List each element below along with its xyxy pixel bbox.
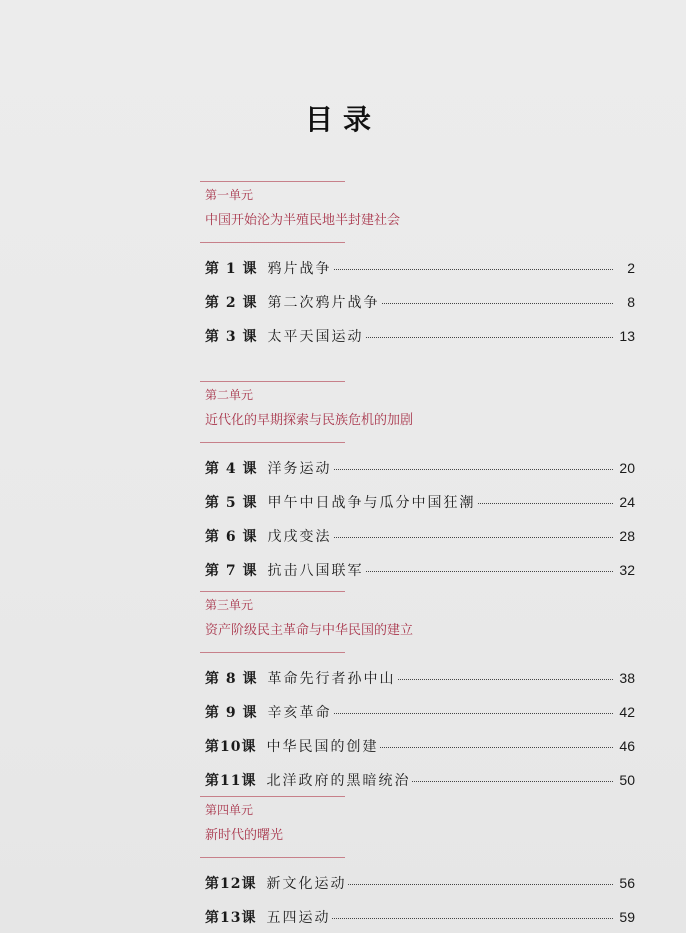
- dot-leader: [398, 679, 614, 680]
- dot-leader: [334, 713, 614, 714]
- dot-leader: [332, 918, 613, 919]
- dot-leader: [382, 303, 614, 304]
- page-number: 42: [619, 704, 635, 720]
- lesson-entry[interactable]: [205, 526, 635, 560]
- dot-leader: [334, 469, 614, 470]
- unit-divider: [200, 442, 345, 443]
- unit-title: 中国开始沦为半殖民地半封建社会: [205, 213, 401, 228]
- lesson-number: 第 7 课: [205, 563, 258, 579]
- lesson-entry[interactable]: [205, 873, 635, 907]
- unit-header: [205, 368, 414, 440]
- page-number: 20: [619, 460, 635, 476]
- page-number: 56: [619, 875, 635, 891]
- lesson-title: 洋务运动: [267, 461, 332, 477]
- lesson-number: 第 1 课: [205, 261, 258, 277]
- unit-divider: [200, 242, 345, 243]
- lesson-entry[interactable]: [205, 907, 635, 933]
- lesson-title: 鸦片战争: [267, 261, 332, 277]
- lesson-number: 第13课: [205, 910, 257, 926]
- lesson-number: 第 5 课: [205, 495, 258, 511]
- unit-label: 第一单元: [205, 188, 254, 202]
- lesson-title: 甲午中日战争与瓜分中国狂潮: [267, 495, 476, 511]
- dot-leader: [380, 747, 613, 748]
- lesson-title: 新文化运动: [266, 876, 347, 892]
- lesson-title: 北洋政府的黑暗统治: [266, 773, 411, 789]
- lesson-number: 第12课: [205, 876, 257, 892]
- lesson-title: 辛亥革命: [267, 705, 332, 721]
- unit-header: [205, 578, 414, 650]
- lesson-title: 抗击八国联军: [267, 563, 364, 579]
- lesson-number: 第 8 课: [205, 671, 258, 687]
- lesson-number: 第 3 课: [205, 329, 258, 345]
- unit-section: [205, 368, 635, 594]
- lesson-list: [205, 258, 635, 360]
- lesson-title: 革命先行者孙中山: [267, 671, 396, 687]
- lesson-entry[interactable]: [205, 458, 635, 492]
- page-number: 46: [619, 738, 635, 754]
- lesson-title: 五四运动: [266, 910, 331, 926]
- lesson-entry[interactable]: [205, 702, 635, 736]
- lesson-entry[interactable]: [205, 292, 635, 326]
- dot-leader: [412, 781, 613, 782]
- page-number: 38: [619, 670, 635, 686]
- page-number: 8: [627, 294, 635, 310]
- page-number: 2: [627, 260, 635, 276]
- unit-section: [205, 783, 635, 933]
- lesson-entry[interactable]: [205, 668, 635, 702]
- unit-divider: [200, 652, 345, 653]
- lesson-title: 第二次鸦片战争: [267, 295, 380, 311]
- lesson-entry[interactable]: [205, 326, 635, 360]
- lesson-title: 戊戌变法: [267, 529, 332, 545]
- lesson-title: 太平天国运动: [267, 329, 364, 345]
- lesson-number: 第 6 课: [205, 529, 258, 545]
- lesson-number: 第 9 课: [205, 705, 258, 721]
- unit-divider: [200, 857, 345, 858]
- unit-title: 资产阶级民主革命与中华民国的建立: [205, 623, 414, 638]
- dot-leader: [478, 503, 614, 504]
- unit-title: 近代化的早期探索与民族危机的加剧: [205, 413, 414, 428]
- lesson-entry[interactable]: [205, 736, 635, 770]
- unit-header: [205, 783, 350, 855]
- page-title: 目录: [304, 103, 381, 136]
- unit-section: [205, 168, 635, 360]
- page-number: 13: [619, 328, 635, 344]
- unit-label: 第三单元: [205, 598, 254, 612]
- unit-label: 第四单元: [205, 803, 254, 817]
- dot-leader: [366, 337, 614, 338]
- page-number: 50: [619, 772, 635, 788]
- dot-leader: [334, 269, 614, 270]
- page-number: 24: [619, 494, 635, 510]
- unit-section: [205, 578, 635, 804]
- lesson-entry[interactable]: [205, 258, 635, 292]
- page-number: 59: [619, 909, 635, 925]
- lesson-list: [205, 873, 635, 933]
- lesson-number: 第10课: [205, 739, 257, 755]
- unit-label: 第二单元: [205, 388, 254, 402]
- lesson-number: 第 4 课: [205, 461, 258, 477]
- lesson-list: [205, 458, 635, 594]
- lesson-entry[interactable]: [205, 492, 635, 526]
- page-number: 32: [619, 562, 635, 578]
- lesson-title: 中华民国的创建: [266, 739, 379, 755]
- lesson-number: 第 2 课: [205, 295, 258, 311]
- lesson-number: 第11课: [205, 773, 257, 789]
- dot-leader: [334, 537, 614, 538]
- unit-header: [205, 168, 401, 240]
- dot-leader: [366, 571, 614, 572]
- dot-leader: [348, 884, 613, 885]
- unit-title: 新时代的曙光: [205, 828, 284, 843]
- page-number: 28: [619, 528, 635, 544]
